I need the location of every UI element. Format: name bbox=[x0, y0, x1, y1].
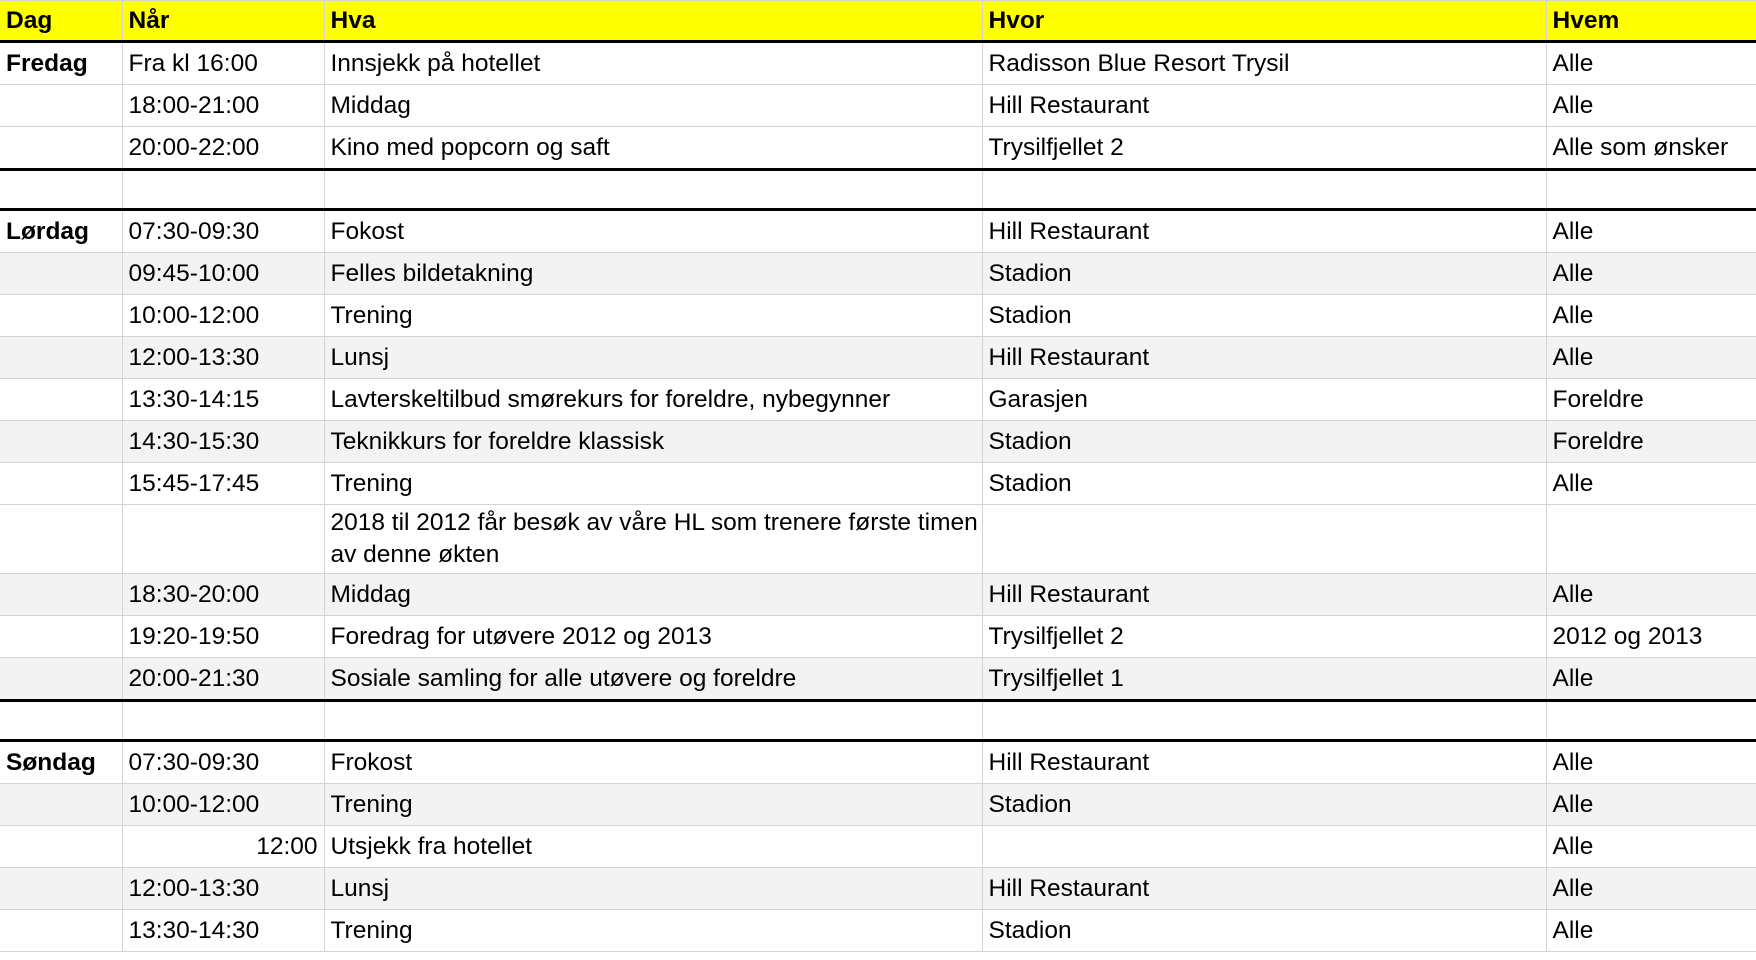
day-cell[interactable] bbox=[0, 658, 122, 701]
table-row bbox=[0, 868, 1756, 910]
separator-row bbox=[0, 170, 1756, 210]
table-row bbox=[0, 210, 1756, 253]
activity-cell[interactable]: Middag bbox=[324, 574, 982, 616]
header-hva[interactable]: Hva bbox=[324, 1, 982, 42]
table-row bbox=[0, 574, 1756, 616]
participants-cell[interactable]: Alle bbox=[1546, 210, 1756, 253]
participants-cell[interactable]: Alle bbox=[1546, 658, 1756, 701]
table-row bbox=[0, 505, 1756, 574]
day-cell[interactable] bbox=[0, 379, 122, 421]
activity-cell[interactable]: Foredrag for utøvere 2012 og 2013 bbox=[324, 616, 982, 658]
table-row bbox=[0, 253, 1756, 295]
location-cell[interactable]: Stadion bbox=[982, 295, 1546, 337]
location-cell[interactable] bbox=[982, 826, 1546, 868]
empty-cell[interactable] bbox=[122, 170, 324, 210]
activity-cell[interactable]: Trening bbox=[324, 784, 982, 826]
time-cell[interactable]: 18:00-21:00 bbox=[122, 85, 324, 127]
location-cell[interactable]: Stadion bbox=[982, 253, 1546, 295]
day-cell[interactable] bbox=[0, 127, 122, 170]
activity-cell[interactable]: Utsjekk fra hotellet bbox=[324, 826, 982, 868]
activity-cell[interactable]: Middag bbox=[324, 85, 982, 127]
time-cell[interactable]: 20:00-21:30 bbox=[122, 658, 324, 701]
table-row bbox=[0, 42, 1756, 85]
header-hvor[interactable]: Hvor bbox=[982, 1, 1546, 42]
time-cell[interactable]: 12:00-13:30 bbox=[122, 868, 324, 910]
header-dag[interactable]: Dag bbox=[0, 1, 122, 42]
time-cell[interactable] bbox=[122, 505, 324, 574]
time-cell[interactable]: 12:00 bbox=[122, 826, 324, 868]
day-cell[interactable] bbox=[0, 505, 122, 574]
day-cell[interactable] bbox=[0, 868, 122, 910]
participants-cell[interactable]: Alle bbox=[1546, 337, 1756, 379]
empty-cell[interactable] bbox=[982, 701, 1546, 741]
time-cell[interactable]: 15:45-17:45 bbox=[122, 463, 324, 505]
activity-cell[interactable]: Kino med popcorn og saft bbox=[324, 127, 982, 170]
day-cell[interactable] bbox=[0, 337, 122, 379]
activity-cell[interactable]: Innsjekk på hotellet bbox=[324, 42, 982, 85]
participants-cell[interactable]: Alle bbox=[1546, 826, 1756, 868]
time-cell[interactable]: 14:30-15:30 bbox=[122, 421, 324, 463]
location-cell[interactable]: Stadion bbox=[982, 463, 1546, 505]
day-cell[interactable] bbox=[0, 784, 122, 826]
empty-cell[interactable] bbox=[324, 170, 982, 210]
empty-cell[interactable] bbox=[0, 701, 122, 741]
day-cell[interactable] bbox=[0, 574, 122, 616]
location-cell[interactable]: Radisson Blue Resort Trysil bbox=[982, 42, 1546, 85]
table-row bbox=[0, 658, 1756, 701]
day-cell[interactable]: Søndag bbox=[0, 741, 122, 784]
table-row bbox=[0, 741, 1756, 784]
table-row bbox=[0, 463, 1756, 505]
location-cell[interactable]: Stadion bbox=[982, 910, 1546, 952]
table-row bbox=[0, 379, 1756, 421]
participants-cell[interactable] bbox=[1546, 505, 1756, 574]
activity-cell[interactable]: Sosiale samling for alle utøvere og foreldre bbox=[324, 658, 982, 701]
day-cell[interactable] bbox=[0, 85, 122, 127]
participants-cell[interactable]: Alle bbox=[1546, 85, 1756, 127]
day-cell[interactable] bbox=[0, 826, 122, 868]
location-cell[interactable]: Hill Restaurant bbox=[982, 85, 1546, 127]
location-cell[interactable] bbox=[982, 505, 1546, 574]
table-row bbox=[0, 85, 1756, 127]
activity-cell[interactable]: 2018 til 2012 får besøk av våre HL som trenere første timen av denne økten bbox=[324, 505, 982, 574]
activity-cell[interactable]: Felles bildetakning bbox=[324, 253, 982, 295]
header-row bbox=[0, 1, 1756, 42]
header-naar[interactable]: Når bbox=[122, 1, 324, 42]
header-hvem[interactable]: Hvem bbox=[1546, 1, 1756, 42]
empty-cell[interactable] bbox=[0, 170, 122, 210]
location-cell[interactable]: Hill Restaurant bbox=[982, 210, 1546, 253]
participants-cell[interactable]: Foreldre bbox=[1546, 379, 1756, 421]
empty-cell[interactable] bbox=[324, 701, 982, 741]
activity-cell[interactable]: Trening bbox=[324, 463, 982, 505]
participants-cell[interactable]: Alle bbox=[1546, 741, 1756, 784]
day-cell[interactable] bbox=[0, 910, 122, 952]
time-cell[interactable]: 07:30-09:30 bbox=[122, 210, 324, 253]
location-cell[interactable]: Hill Restaurant bbox=[982, 337, 1546, 379]
separator-row bbox=[0, 701, 1756, 741]
empty-cell[interactable] bbox=[1546, 170, 1756, 210]
location-cell[interactable]: Trysilfjellet 2 bbox=[982, 127, 1546, 170]
location-cell[interactable]: Hill Restaurant bbox=[982, 574, 1546, 616]
participants-cell[interactable]: Alle bbox=[1546, 868, 1756, 910]
time-cell[interactable]: 18:30-20:00 bbox=[122, 574, 324, 616]
participants-cell[interactable]: 2012 og 2013 bbox=[1546, 616, 1756, 658]
table-row bbox=[0, 826, 1756, 868]
day-cell[interactable] bbox=[0, 616, 122, 658]
time-cell[interactable]: 09:45-10:00 bbox=[122, 253, 324, 295]
activity-cell[interactable]: Trening bbox=[324, 295, 982, 337]
time-cell[interactable]: Fra kl 16:00 bbox=[122, 42, 324, 85]
day-cell[interactable] bbox=[0, 421, 122, 463]
empty-cell[interactable] bbox=[982, 170, 1546, 210]
location-cell[interactable]: Stadion bbox=[982, 421, 1546, 463]
table-row bbox=[0, 295, 1756, 337]
participants-cell[interactable]: Alle bbox=[1546, 910, 1756, 952]
time-cell[interactable]: 19:20-19:50 bbox=[122, 616, 324, 658]
participants-cell[interactable]: Alle bbox=[1546, 295, 1756, 337]
time-cell[interactable]: 13:30-14:15 bbox=[122, 379, 324, 421]
time-cell[interactable]: 10:00-12:00 bbox=[122, 784, 324, 826]
activity-cell[interactable]: Trening bbox=[324, 910, 982, 952]
activity-cell[interactable]: Teknikkurs for foreldre klassisk bbox=[324, 421, 982, 463]
day-cell[interactable]: Fredag bbox=[0, 42, 122, 85]
day-cell[interactable]: Lørdag bbox=[0, 210, 122, 253]
participants-cell[interactable]: Alle bbox=[1546, 784, 1756, 826]
location-cell[interactable]: Hill Restaurant bbox=[982, 741, 1546, 784]
time-cell[interactable]: 12:00-13:30 bbox=[122, 337, 324, 379]
day-cell[interactable] bbox=[0, 463, 122, 505]
location-cell[interactable]: Garasjen bbox=[982, 379, 1546, 421]
day-cell[interactable] bbox=[0, 295, 122, 337]
time-cell[interactable]: 07:30-09:30 bbox=[122, 741, 324, 784]
participants-cell[interactable]: Alle bbox=[1546, 253, 1756, 295]
table-row bbox=[0, 421, 1756, 463]
time-cell[interactable]: 10:00-12:00 bbox=[122, 295, 324, 337]
location-cell[interactable]: Stadion bbox=[982, 784, 1546, 826]
participants-cell[interactable]: Alle bbox=[1546, 42, 1756, 85]
location-cell[interactable]: Trysilfjellet 2 bbox=[982, 616, 1546, 658]
table-row bbox=[0, 784, 1756, 826]
location-cell[interactable]: Hill Restaurant bbox=[982, 868, 1546, 910]
activity-cell[interactable]: Lunsj bbox=[324, 868, 982, 910]
table-row bbox=[0, 337, 1756, 379]
activity-cell[interactable]: Fokost bbox=[324, 210, 982, 253]
activity-cell[interactable]: Frokost bbox=[324, 741, 982, 784]
activity-cell[interactable]: Lavterskeltilbud smørekurs for foreldre, nybegynner bbox=[324, 379, 982, 421]
time-cell[interactable]: 20:00-22:00 bbox=[122, 127, 324, 170]
time-cell[interactable]: 13:30-14:30 bbox=[122, 910, 324, 952]
participants-cell[interactable]: Alle bbox=[1546, 574, 1756, 616]
activity-cell[interactable]: Lunsj bbox=[324, 337, 982, 379]
empty-cell[interactable] bbox=[122, 701, 324, 741]
day-cell[interactable] bbox=[0, 253, 122, 295]
empty-cell[interactable] bbox=[1546, 701, 1756, 741]
participants-cell[interactable]: Alle bbox=[1546, 463, 1756, 505]
participants-cell[interactable]: Alle som ønsker bbox=[1546, 127, 1756, 170]
location-cell[interactable]: Trysilfjellet 1 bbox=[982, 658, 1546, 701]
participants-cell[interactable]: Foreldre bbox=[1546, 421, 1756, 463]
table-row bbox=[0, 616, 1756, 658]
table-row bbox=[0, 910, 1756, 952]
table-row bbox=[0, 127, 1756, 170]
